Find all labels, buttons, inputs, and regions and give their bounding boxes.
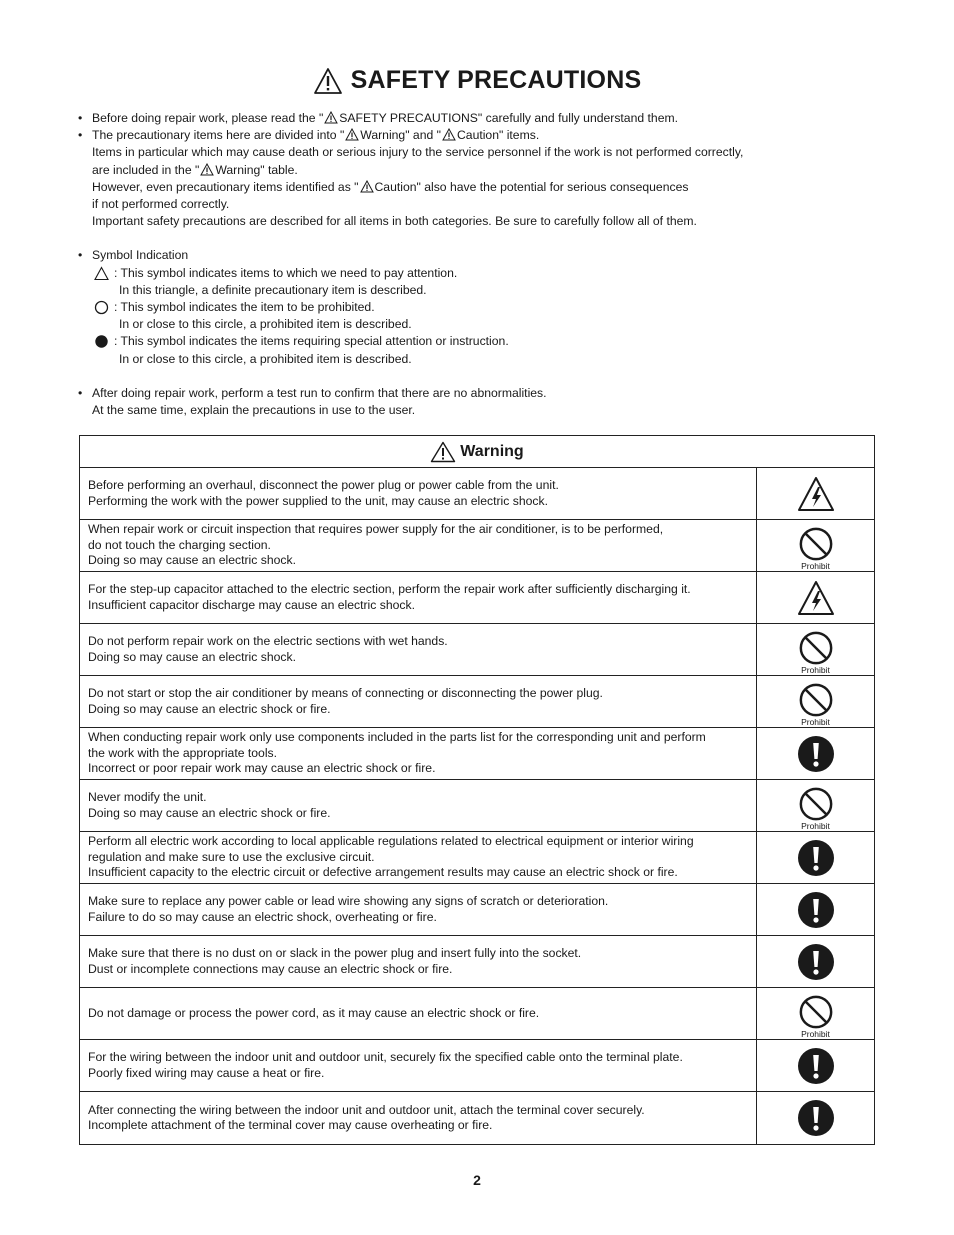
warning-row-symbol [757,624,874,675]
warning-row-symbol [757,988,874,1039]
warning-row-text: After connecting the wiring between the indoor unit and outdoor unit, attach the terminal cover securely. Incomplete attachment of the terminal cover may cause overheating or fire. [80,1092,757,1144]
prohibit-label: Prohibit [801,821,830,831]
warning-triangle-icon [360,180,374,193]
warning-row-text: Do not perform repair work on the electric sections with wet hands. Doing so may cause an electric shock. [80,624,757,675]
warning-row-text: Make sure to replace any power cable or lead wire showing any signs of scratch or deterioration. Failure to do so may cause an electric shock, overheating or fire. [80,884,757,935]
warning-row [80,624,874,676]
title-row [0,66,954,95]
filled-circle-icon [92,333,114,350]
prohibit-label: Prohibit [801,561,830,571]
electric-shock-icon [797,579,835,617]
warning-row [80,780,874,832]
warning-table [79,435,875,1145]
warning-row [80,1040,874,1092]
intro-section [78,110,878,419]
warning-row-symbol [757,1092,874,1144]
prohibit-icon [798,520,834,562]
after-repair-bullet: • After doing repair work, perform a test run to confirm that there are no abnormalities. At the same time, explain the precautions in use to the user. [78,385,547,418]
warning-row [80,520,874,572]
warning-row-symbol [757,780,874,831]
page-title: SAFETY PRECAUTIONS [350,66,642,94]
empty-circle-icon [92,299,114,316]
warning-row-symbol [757,468,874,519]
intro-bullet-1: • Before doing repair work, please read the " SAFETY PRECAUTIONS" carefully and fully understand them. [78,111,679,125]
warning-row [80,1092,874,1144]
triangle-symbol-icon [92,265,114,282]
warning-triangle-icon [200,163,214,176]
warning-row-symbol [757,520,874,571]
warning-row-symbol [757,676,874,727]
warning-table-title: Warning [460,442,524,460]
instruction-icon [797,891,835,929]
warning-triangle-icon [313,67,343,95]
symbol-row-circle: : This symbol indicates the item to be prohibited. In or close to this circle, a prohibited item is described. [92,299,878,333]
warning-row [80,676,874,728]
symbol-row-triangle: : This symbol indicates items to which we need to pay attention. In this triangle, a definite precautionary item is described. [92,265,878,299]
warning-triangle-icon [345,128,359,141]
intro-bullet-2: • The precautionary items here are divided into " Warning" and " Caution" items. Items in particular which may cause death or serious injury to the service personnel if the work is not performed correctly, are included in the " Warning" table. However, even precautionary items identified as " Caution" also have the potential for serious consequences if not performed correctly. Important safety precautions are described for all items in both categories. Be sure to carefully follow all of them. [78,128,744,229]
warning-row-symbol [757,1040,874,1091]
warning-row [80,572,874,624]
warning-row [80,988,874,1040]
warning-triangle-icon [442,128,456,141]
warning-triangle-icon [430,441,456,463]
warning-row-symbol [757,832,874,883]
prohibit-label: Prohibit [801,1029,830,1039]
electric-shock-icon [797,475,835,513]
warning-triangle-icon [324,111,338,124]
warning-row [80,468,874,520]
warning-row-text: Do not damage or process the power cord, as it may cause an electric shock or fire. [80,988,757,1039]
warning-row-text: When conducting repair work only use components included in the parts list for the corresponding unit and perform the work with the appropriate tools. Incorrect or poor repair work may cause an electric shock or fire. [80,728,757,779]
instruction-icon [797,1099,835,1137]
prohibit-icon [798,988,834,1030]
symbol-indication: • Symbol Indication : This symbol indicates items to which we need to pay attention. In this triangle, a definite precautionary item is described. : This symbol indicates the item to be prohibited. In or close to this circle, a prohibited item is described. : This symbol indicates the items requiring special attention or instruction. In or close to this circle, a prohibited item is described. [78,247,878,367]
warning-row [80,884,874,936]
instruction-icon [797,839,835,877]
symbol-row-filled: : This symbol indicates the items requiring special attention or instruction. In or close to this circle, a prohibited item is described. [92,333,878,367]
warning-row-text: For the wiring between the indoor unit and outdoor unit, securely fix the specified cable onto the terminal plate. Poorly fixed wiring may cause a heat or fire. [80,1040,757,1091]
warning-row-text: Make sure that there is no dust on or slack in the power plug and insert fully into the socket. Dust or incomplete connections may cause an electric shock or fire. [80,936,757,987]
warning-rows [80,468,874,1144]
instruction-icon [797,735,835,773]
warning-row [80,936,874,988]
warning-table-header [80,436,874,468]
prohibit-icon [798,676,834,718]
warning-row-symbol [757,936,874,987]
prohibit-label: Prohibit [801,665,830,675]
warning-row-text: Perform all electric work according to local applicable regulations related to electrical equipment or interior wiring regulation and make sure to use the exclusive circuit. Insufficient capacity to the electric circuit or defective arrangement results may cause an electric shock or fire. [80,832,757,883]
warning-row-symbol [757,728,874,779]
warning-row-text: Do not start or stop the air conditioner by means of connecting or disconnecting the power plug. Doing so may cause an electric shock or fire. [80,676,757,727]
warning-row-symbol [757,884,874,935]
prohibit-label: Prohibit [801,717,830,727]
warning-row-text: Before performing an overhaul, disconnect the power plug or power cable from the unit. Performing the work with the power supplied to the unit, may cause an electric shock. [80,468,757,519]
warning-row-symbol [757,572,874,623]
warning-row [80,728,874,780]
page-number: 2 [473,1172,481,1188]
warning-row-text: For the step-up capacitor attached to the electric section, perform the repair work after sufficiently discharging it. Insufficient capacitor discharge may cause an electric shock. [80,572,757,623]
warning-row [80,832,874,884]
warning-row-text: When repair work or circuit inspection that requires power supply for the air conditioner, is to be performed, do not touch the charging section. Doing so may cause an electric shock. [80,520,757,571]
prohibit-icon [798,624,834,666]
prohibit-icon [798,780,834,822]
instruction-icon [797,1047,835,1085]
instruction-icon [797,943,835,981]
warning-row-text: Never modify the unit. Doing so may cause an electric shock or fire. [80,780,757,831]
